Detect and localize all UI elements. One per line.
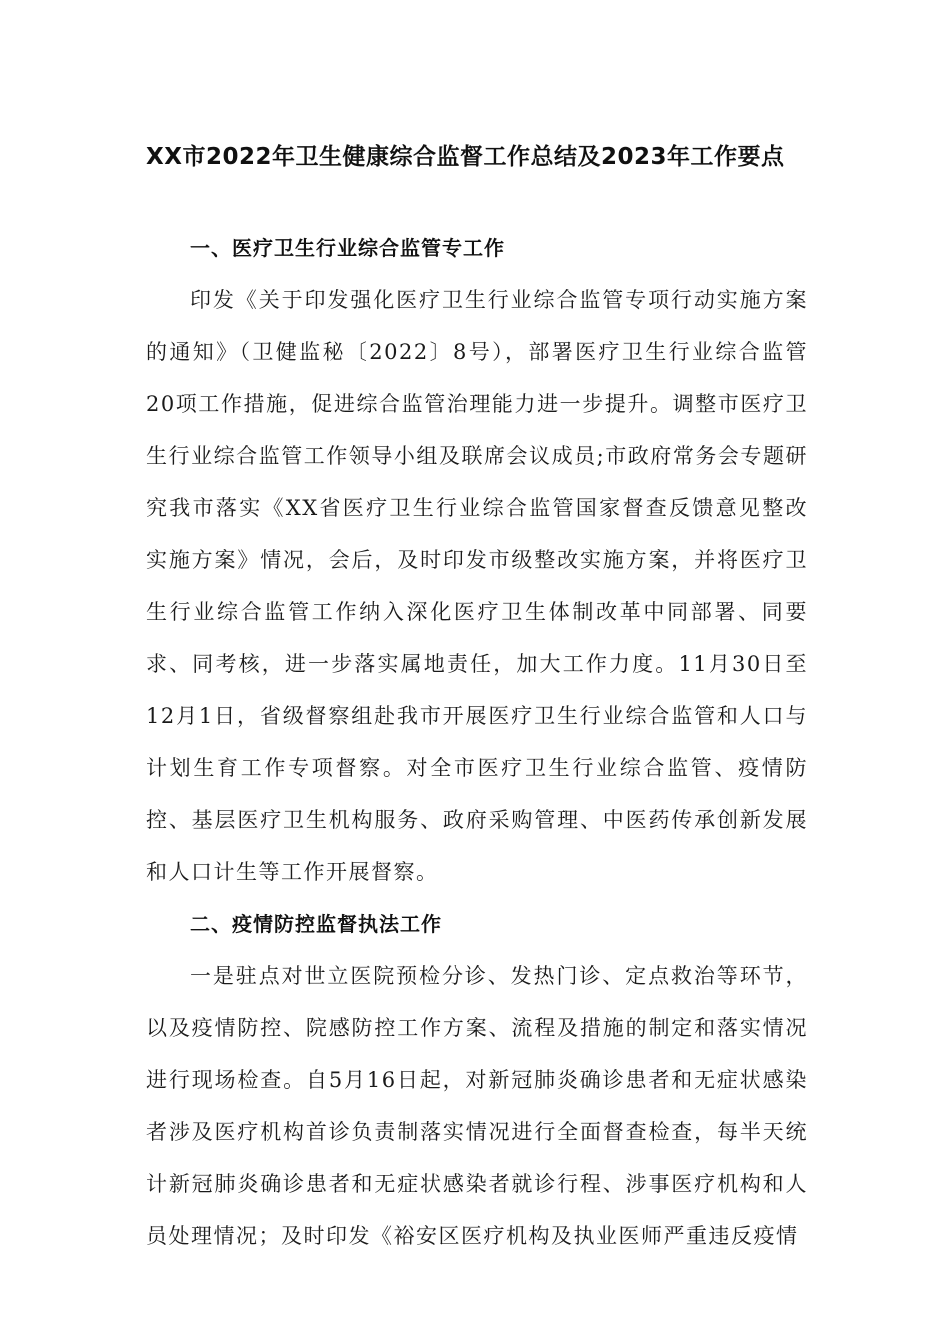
section-2-heading: 二、疫情防控监督执法工作 xyxy=(190,912,442,936)
document-body xyxy=(146,222,808,1262)
section-1-heading: 一、医疗卫生行业综合监管专工作 xyxy=(190,236,505,260)
document-title: XX市2022年卫生健康综合监督工作总结及2023年工作要点 xyxy=(146,144,785,170)
section-1 xyxy=(146,222,808,898)
section-2 xyxy=(146,898,808,1262)
section-2-paragraph-1: 一是驻点对世立医院预检分诊、发热门诊、定点救治等环节，以及疫情防控、院感防控工作方案、流程及措施的制定和落实情况进行现场检查。自5月16日起，对新冠肺炎确诊患者和无症状感染者涉及医疗机构首诊负责制落实情况进行全面督查检查，每半天统计新冠肺炎确诊患者和无症状感染者就诊行程、涉事医疗机构和人员处理情况；及时印发《裕安区医疗机构及执业医师严重违反疫情 xyxy=(146,964,808,1248)
section-1-paragraph-1: 印发《关于印发强化医疗卫生行业综合监管专项行动实施方案的通知》（卫健监秘〔2022〕8号），部署医疗卫生行业综合监管20项工作措施，促进综合监管治理能力进一步提升。调整市医疗卫生行业综合监管工作领导小组及联席会议成员;市政府常务会专题研究我市落实《XX省医疗卫生行业综合监管国家督查反馈意见整改实施方案》情况，会后，及时印发市级整改实施方案，并将医疗卫生行业综合监管工作纳入深化医疗卫生体制改革中同部署、同要求、同考核，进一步落实属地责任，加大工作力度。11月30日至12月1日，省级督察组赴我市开展医疗卫生行业综合监管和人口与计划生育工作专项督察。对全市医疗卫生行业综合监管、疫情防控、基层医疗卫生机构服务、政府采购管理、中医药传承创新发展和人口计生等工作开展督察。 xyxy=(146,288,808,884)
